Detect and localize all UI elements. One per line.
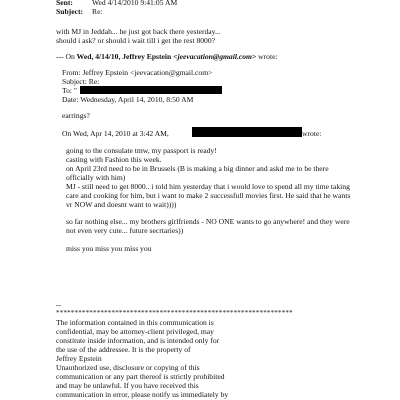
quote-header xyxy=(56,52,278,61)
disclaimer-line: The information contained in this communication is xyxy=(56,318,214,327)
separator-stars: **************************************************************** xyxy=(56,309,293,317)
sent-label: Sent: xyxy=(56,0,73,7)
reply-line-1: with MJ in Jeddah... he just got back there yesterday... xyxy=(56,27,221,36)
disclaimer-line: the use of the addressee. It is the property of xyxy=(56,345,191,354)
quote2-header-end: wrote: xyxy=(302,129,322,138)
quote-from: From: Jeffrey Epstein <jeevacation@gmail.com> xyxy=(62,68,213,77)
quote-body: earrings? xyxy=(62,111,90,120)
redaction-sender xyxy=(192,127,302,137)
disclaimer-line: communication or any part thereof is strictly prohibited xyxy=(56,372,225,381)
reply-line-2: should i ask? or should i wait till i get the rest 8000? xyxy=(56,36,216,45)
quote-date: Date: Wednesday, April 14, 2010, 8:50 AM xyxy=(62,95,194,104)
quote2-line: on April 23rd need to be in Brussels (B is making a big dinner and askd me to be there xyxy=(66,164,329,173)
quote-to: To: " xyxy=(62,86,78,95)
quote2-line: miss you miss you miss you xyxy=(66,244,152,253)
disclaimer-line: confidential, may be attorney-client privileged, may xyxy=(56,327,214,336)
quote2-line: casting with Fashion this week. xyxy=(66,155,162,164)
quote2-line: going to the consulate tmw, my passport is ready! xyxy=(66,146,217,155)
quote2-line: not even very cute... future secrtaries)) xyxy=(66,226,184,235)
quote2-header-start: On Wed, Apr 14, 2010 at 3:42 AM, xyxy=(62,129,169,138)
quote2-line: so far nothing else... my brothers girlfriends - NO ONE wants to go anywhere! and they were xyxy=(66,217,350,226)
quote2-line: vr NOW and doesnt want to wait)))) xyxy=(66,200,177,209)
quote2-line: officially with him) xyxy=(66,173,126,182)
signature-dashes: -- xyxy=(56,300,62,309)
quote2-header xyxy=(62,129,169,138)
quote-subject: Subject: Re: xyxy=(62,77,100,86)
disclaimer-line: constitute inside information, and is intended only for xyxy=(56,336,220,345)
quote-header-text: --- On Wed, 4/14/10, Jeffrey Epstein <jeevacation@gmail.com> wrote: xyxy=(56,52,278,61)
email-header xyxy=(0,0,400,18)
disclaimer-line: Jeffrey Epstein xyxy=(56,354,102,363)
disclaimer-line: communication in error, please notify us immediately by xyxy=(56,390,229,399)
subject-value: Re: xyxy=(92,7,103,16)
disclaimer-line: and may be unlawful. If you have received this xyxy=(56,381,199,390)
disclaimer-line: Unauthorized use, disclosure or copying of this xyxy=(56,363,200,372)
quote2-line: MJ - still need to get 8000.. i told him yesterday that i would love to spend all my time taking xyxy=(66,182,350,191)
sent-value: Wed 4/14/2010 9:41:05 AM xyxy=(92,0,178,7)
quote2-line: care and cooking for him, but i want to make 2 successfull movies first. He said that he wants xyxy=(66,191,351,200)
redaction-to xyxy=(80,86,222,94)
subject-label: Subject: xyxy=(56,7,83,16)
